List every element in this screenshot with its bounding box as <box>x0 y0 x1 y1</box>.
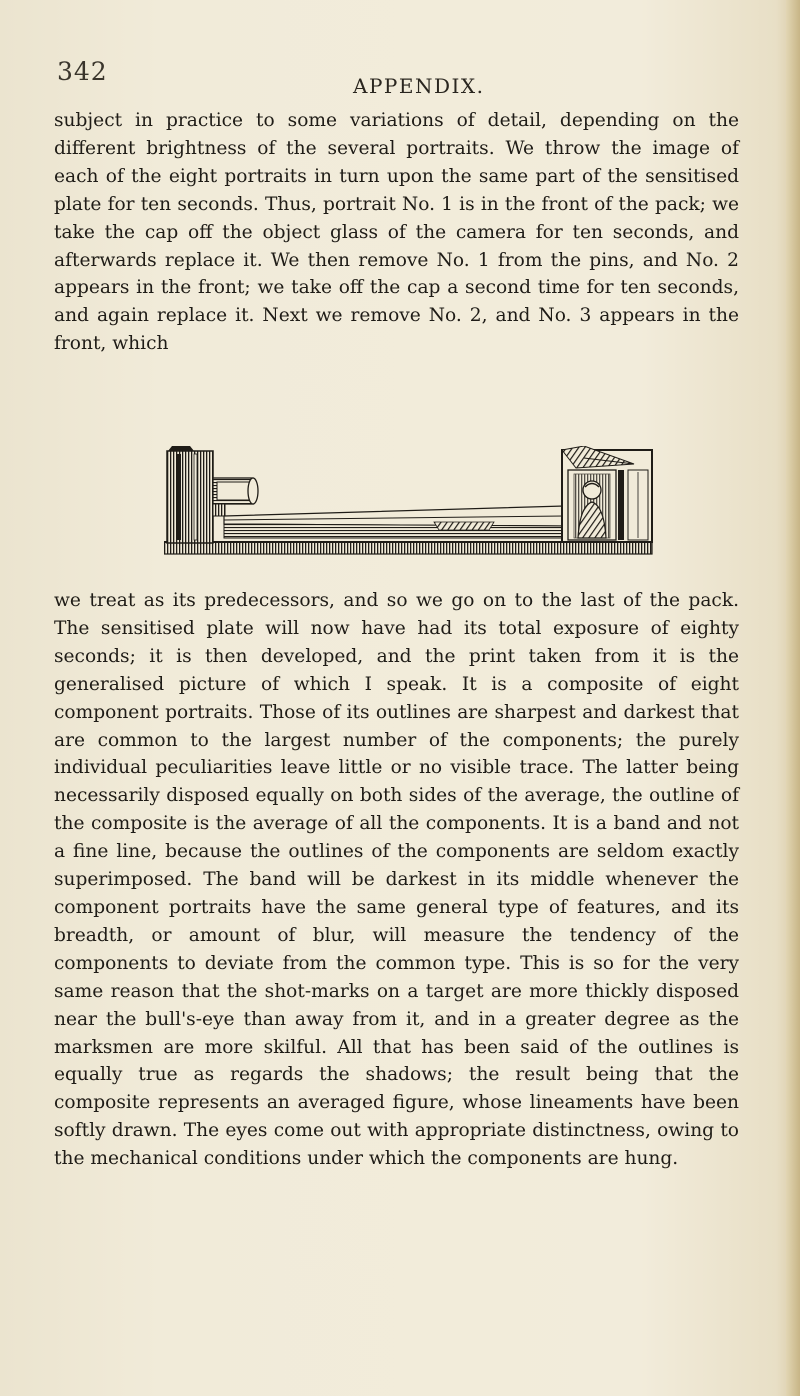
paragraph-2: we treat as its predecessors, and so we go on to the last of the pack. The sensitised plate will now have had its total exposure of eighty seconds; it is then developed, and the print taken from it is the generalised picture of which I speak. It is a composite of eight component portraits. Those of its outlines are sharpest and darkest that are common to the largest number of the components; the purely individual peculiarities leave little or no visible trace. The latter being necessarily disposed equally on both sides of the average, the outline of the composite is the average of all the components. It is a band and not a fine line, because the outlines of the components are seldom exactly superimposed. The band will be darkest in its middle whenever the component portraits have the same general type of features, and its breadth, or amount of blur, will measure the tendency of the components to deviate from the common type. This is so for the very same reason that the shot-marks on a target are more thickly disposed near the bull's-eye than away from it, and in a greater degree as the marksmen are more skilful. All that has been said of the outlines is equally true as regards the shadows; the result being that the composite represents an averaged figure, whose lineaments have been softly drawn. The eyes come out with appropriate distinctness, owing to the mechanical conditions under which the components are hung. <box>54 590 739 1170</box>
paragraph-1: subject in practice to some variations of detail, depending on the different brightness of the several portraits. We throw the image of each of the eight portraits in turn upon the same part of the sensitised plate for ten seconds. Thus, portrait No. 1 is in the front of the pack; we take the cap off the object glass of the camera for ten seconds, and afterwards replace it. We then remove No. 1 from the pins, and No. 2 appears in the front; we take off the cap a second time for ten seconds, and again replace it. Next we remove No. 2, and No. 3 appears in the front, which <box>54 110 739 355</box>
camera-apparatus-illustration <box>164 446 656 570</box>
page-number: 342 <box>57 57 108 86</box>
running-head: APPENDIX. <box>353 74 485 98</box>
page-edge-shadow <box>786 0 800 1396</box>
